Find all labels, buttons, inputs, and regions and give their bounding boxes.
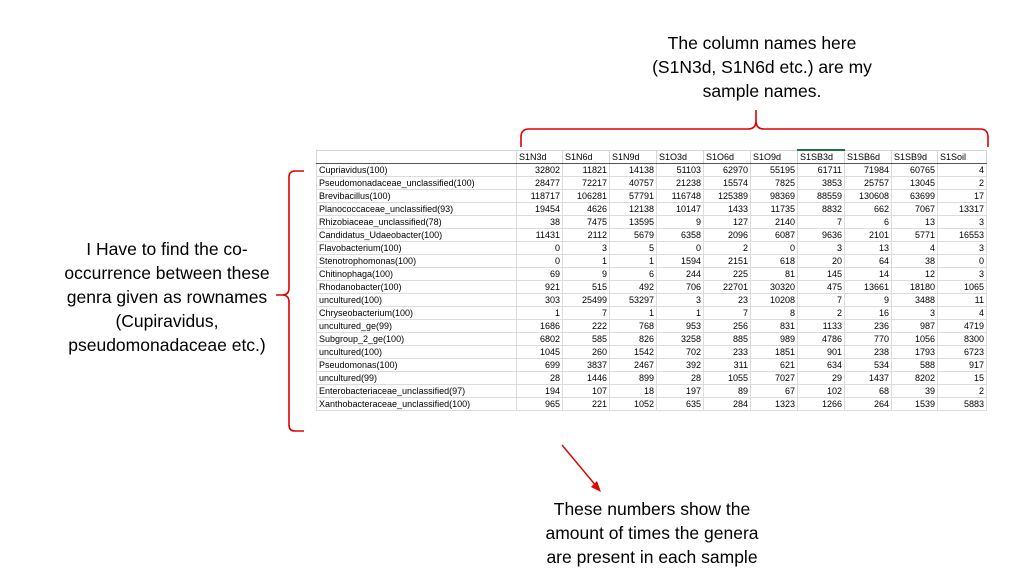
count-cell[interactable]: 264 [845, 398, 892, 411]
count-cell[interactable]: 68 [845, 385, 892, 398]
count-cell[interactable]: 23 [704, 294, 751, 307]
count-cell[interactable]: 1539 [892, 398, 938, 411]
count-cell[interactable]: 69 [517, 268, 563, 281]
count-cell[interactable]: 303 [517, 294, 563, 307]
row-name-cell[interactable]: Chitinophaga(100) [317, 268, 517, 281]
count-cell[interactable]: 1793 [892, 346, 938, 359]
row-name-cell[interactable]: Pseudomonadaceae_unclassified(100) [317, 177, 517, 190]
count-cell[interactable]: 145 [798, 268, 845, 281]
annotation-line: pseudomonadaceae etc.) [68, 335, 266, 355]
count-cell[interactable]: 4719 [938, 320, 987, 333]
count-cell[interactable]: 12138 [610, 203, 657, 216]
count-cell[interactable]: 706 [657, 281, 704, 294]
count-cell[interactable]: 1065 [938, 281, 987, 294]
column-header-s1n3d[interactable]: S1N3d [517, 150, 563, 164]
count-cell[interactable]: 2140 [751, 216, 798, 229]
row-name-cell[interactable]: Cupriavidus(100) [317, 164, 517, 177]
count-cell[interactable]: 20 [798, 255, 845, 268]
count-cell[interactable]: 534 [845, 359, 892, 372]
count-cell[interactable]: 62970 [704, 164, 751, 177]
count-cell[interactable]: 12 [892, 268, 938, 281]
count-cell[interactable]: 67 [751, 385, 798, 398]
column-header-s1soil[interactable]: S1Soil [938, 150, 987, 164]
row-name-cell[interactable]: Xanthobacteraceae_unclassified(100) [317, 398, 517, 411]
count-cell[interactable]: 102 [798, 385, 845, 398]
count-cell[interactable]: 7 [798, 294, 845, 307]
count-cell[interactable]: 1594 [657, 255, 704, 268]
count-cell[interactable]: 6802 [517, 333, 563, 346]
count-cell[interactable]: 19454 [517, 203, 563, 216]
row-name-cell[interactable]: Chryseobacterium(100) [317, 307, 517, 320]
count-cell[interactable]: 60765 [892, 164, 938, 177]
count-cell[interactable]: 13661 [845, 281, 892, 294]
count-cell[interactable]: 22701 [704, 281, 751, 294]
count-cell[interactable]: 989 [751, 333, 798, 346]
count-cell[interactable]: 4626 [563, 203, 610, 216]
row-name-cell[interactable]: uncultured_ge(99) [317, 320, 517, 333]
annotation-line: (S1N3d, S1N6d etc.) are my [652, 57, 872, 77]
count-cell[interactable]: 311 [704, 359, 751, 372]
count-cell[interactable]: 4 [938, 307, 987, 320]
count-cell[interactable]: 2 [798, 307, 845, 320]
count-cell[interactable]: 9636 [798, 229, 845, 242]
count-cell[interactable]: 1045 [517, 346, 563, 359]
count-cell[interactable]: 8 [751, 307, 798, 320]
annotation-line: genra given as rownames [66, 287, 268, 307]
count-cell[interactable]: 11735 [751, 203, 798, 216]
count-cell[interactable]: 13 [892, 216, 938, 229]
count-cell[interactable]: 965 [517, 398, 563, 411]
count-cell[interactable]: 106281 [563, 190, 610, 203]
count-cell[interactable]: 89 [704, 385, 751, 398]
count-cell[interactable]: 2112 [563, 229, 610, 242]
row-name-cell[interactable]: uncultured(100) [317, 294, 517, 307]
count-cell[interactable]: 1056 [892, 333, 938, 346]
column-header-s1sb9d[interactable]: S1SB9d [892, 150, 938, 164]
count-cell[interactable]: 1437 [845, 372, 892, 385]
count-cell[interactable]: 7027 [751, 372, 798, 385]
row-name-cell[interactable]: Subgroup_2_ge(100) [317, 333, 517, 346]
column-header-s1o3d[interactable]: S1O3d [657, 150, 704, 164]
left-brace [276, 171, 304, 431]
count-cell[interactable]: 3853 [798, 177, 845, 190]
count-cell[interactable]: 1266 [798, 398, 845, 411]
count-cell[interactable]: 13 [845, 242, 892, 255]
count-cell[interactable]: 3 [798, 242, 845, 255]
count-cell[interactable]: 585 [563, 333, 610, 346]
count-cell[interactable]: 2096 [704, 229, 751, 242]
count-cell[interactable]: 1686 [517, 320, 563, 333]
count-cell[interactable]: 233 [704, 346, 751, 359]
count-cell[interactable]: 53297 [610, 294, 657, 307]
count-cell[interactable]: 25757 [845, 177, 892, 190]
count-cell[interactable]: 30320 [751, 281, 798, 294]
count-cell[interactable]: 9 [845, 294, 892, 307]
count-cell[interactable]: 1 [610, 255, 657, 268]
count-cell[interactable]: 18180 [892, 281, 938, 294]
count-cell[interactable]: 6087 [751, 229, 798, 242]
row-name-cell[interactable]: Candidatus_Udaeobacter(100) [317, 229, 517, 242]
count-cell[interactable]: 1433 [704, 203, 751, 216]
count-cell[interactable]: 2 [704, 242, 751, 255]
count-cell[interactable]: 770 [845, 333, 892, 346]
column-header-s1n9d[interactable]: S1N9d [610, 150, 657, 164]
count-cell[interactable]: 15574 [704, 177, 751, 190]
count-cell[interactable]: 4 [938, 164, 987, 177]
count-cell[interactable]: 1133 [798, 320, 845, 333]
count-cell[interactable]: 0 [938, 255, 987, 268]
count-cell[interactable]: 284 [704, 398, 751, 411]
count-cell[interactable]: 2151 [704, 255, 751, 268]
count-cell[interactable]: 11431 [517, 229, 563, 242]
count-cell[interactable]: 6 [610, 268, 657, 281]
count-cell[interactable]: 3837 [563, 359, 610, 372]
count-cell[interactable]: 11 [938, 294, 987, 307]
count-cell[interactable]: 5883 [938, 398, 987, 411]
count-cell[interactable]: 236 [845, 320, 892, 333]
count-cell[interactable]: 9 [563, 268, 610, 281]
count-cell[interactable]: 0 [751, 242, 798, 255]
annotation-line: I Have to find the co- [86, 239, 248, 259]
annotation-line: These numbers show the [553, 499, 751, 519]
count-cell[interactable]: 2101 [845, 229, 892, 242]
annotation-line: (Cupiravidus, [115, 311, 219, 331]
count-cell[interactable]: 194 [517, 385, 563, 398]
count-cell[interactable]: 921 [517, 281, 563, 294]
count-cell[interactable]: 662 [845, 203, 892, 216]
count-cell[interactable]: 987 [892, 320, 938, 333]
count-cell[interactable]: 28 [657, 372, 704, 385]
count-cell[interactable]: 13595 [610, 216, 657, 229]
count-cell[interactable]: 39 [892, 385, 938, 398]
count-cell[interactable]: 901 [798, 346, 845, 359]
row-name-cell[interactable]: Brevibacillus(100) [317, 190, 517, 203]
count-cell[interactable]: 260 [563, 346, 610, 359]
count-cell[interactable]: 61711 [798, 164, 845, 177]
count-cell[interactable]: 18 [610, 385, 657, 398]
count-cell[interactable]: 768 [610, 320, 657, 333]
count-cell[interactable]: 38 [892, 255, 938, 268]
count-cell[interactable]: 72217 [563, 177, 610, 190]
count-cell[interactable]: 1 [563, 255, 610, 268]
count-cell[interactable]: 5771 [892, 229, 938, 242]
annotation-line: are present in each sample [546, 547, 758, 567]
count-cell[interactable]: 1055 [704, 372, 751, 385]
count-cell[interactable]: 621 [751, 359, 798, 372]
count-cell[interactable]: 702 [657, 346, 704, 359]
count-cell[interactable]: 899 [610, 372, 657, 385]
count-cell[interactable]: 475 [798, 281, 845, 294]
column-header-s1sb3d[interactable]: S1SB3d [798, 150, 845, 164]
count-cell[interactable]: 1323 [751, 398, 798, 411]
count-cell[interactable]: 699 [517, 359, 563, 372]
count-cell[interactable]: 0 [517, 255, 563, 268]
count-cell[interactable]: 3 [892, 307, 938, 320]
count-cell[interactable]: 6 [845, 216, 892, 229]
count-cell[interactable]: 130608 [845, 190, 892, 203]
count-cell[interactable]: 107 [563, 385, 610, 398]
annotation-line: occurrence between these [64, 263, 270, 283]
count-cell[interactable]: 7825 [751, 177, 798, 190]
count-cell[interactable]: 7067 [892, 203, 938, 216]
count-cell[interactable]: 1446 [563, 372, 610, 385]
count-cell[interactable]: 127 [704, 216, 751, 229]
count-cell[interactable]: 7 [704, 307, 751, 320]
count-cell[interactable]: 3 [938, 216, 987, 229]
count-cell[interactable]: 57791 [610, 190, 657, 203]
annotation-line: sample names. [702, 81, 822, 101]
count-cell[interactable]: 40757 [610, 177, 657, 190]
row-name-cell[interactable]: Pseudomonas(100) [317, 359, 517, 372]
count-cell[interactable]: 6358 [657, 229, 704, 242]
count-cell[interactable]: 4786 [798, 333, 845, 346]
count-cell[interactable]: 32802 [517, 164, 563, 177]
count-cell[interactable]: 1 [517, 307, 563, 320]
count-cell[interactable]: 515 [563, 281, 610, 294]
count-cell[interactable]: 2 [938, 177, 987, 190]
count-cell[interactable]: 10147 [657, 203, 704, 216]
count-cell[interactable]: 1 [610, 307, 657, 320]
row-name-cell[interactable]: uncultured(99) [317, 372, 517, 385]
count-cell[interactable]: 1052 [610, 398, 657, 411]
row-name-cell[interactable]: Rhodanobacter(100) [317, 281, 517, 294]
count-cell[interactable]: 7 [798, 216, 845, 229]
count-cell[interactable]: 8202 [892, 372, 938, 385]
row-name-cell[interactable]: Planococcaceae_unclassified(93) [317, 203, 517, 216]
count-cell[interactable]: 8300 [938, 333, 987, 346]
count-cell[interactable]: 1542 [610, 346, 657, 359]
count-cell[interactable]: 3 [938, 268, 987, 281]
row-name-cell[interactable]: Stenotrophomonas(100) [317, 255, 517, 268]
column-header-s1o6d[interactable]: S1O6d [704, 150, 751, 164]
count-cell[interactable]: 16553 [938, 229, 987, 242]
count-cell[interactable]: 14138 [610, 164, 657, 177]
count-cell[interactable]: 15 [938, 372, 987, 385]
column-header-s1sb6d[interactable]: S1SB6d [845, 150, 892, 164]
row-name-cell[interactable]: Enterobacteriaceae_unclassified(97) [317, 385, 517, 398]
count-cell[interactable]: 3 [938, 242, 987, 255]
count-cell[interactable]: 88559 [798, 190, 845, 203]
count-cell[interactable]: 826 [610, 333, 657, 346]
count-cell[interactable]: 55195 [751, 164, 798, 177]
count-cell[interactable]: 118717 [517, 190, 563, 203]
count-cell[interactable]: 1 [657, 307, 704, 320]
count-cell[interactable]: 17 [938, 190, 987, 203]
count-cell[interactable]: 244 [657, 268, 704, 281]
count-cell[interactable]: 125389 [704, 190, 751, 203]
count-cell[interactable]: 3 [563, 242, 610, 255]
count-cell[interactable]: 13045 [892, 177, 938, 190]
count-cell[interactable]: 8832 [798, 203, 845, 216]
count-cell[interactable]: 3488 [892, 294, 938, 307]
column-header-s1n6d[interactable]: S1N6d [563, 150, 610, 164]
count-cell[interactable]: 197 [657, 385, 704, 398]
count-cell[interactable]: 635 [657, 398, 704, 411]
count-cell[interactable]: 634 [798, 359, 845, 372]
count-cell[interactable]: 7475 [563, 216, 610, 229]
count-cell[interactable]: 3 [657, 294, 704, 307]
count-cell[interactable]: 917 [938, 359, 987, 372]
annotation-line: The column names here [667, 33, 857, 53]
count-cell[interactable]: 116748 [657, 190, 704, 203]
count-cell[interactable]: 618 [751, 255, 798, 268]
count-cell[interactable]: 81 [751, 268, 798, 281]
count-cell[interactable]: 5679 [610, 229, 657, 242]
column-header-s1o9d[interactable]: S1O9d [751, 150, 798, 164]
count-cell[interactable]: 5 [610, 242, 657, 255]
count-cell[interactable]: 885 [704, 333, 751, 346]
count-cell[interactable]: 9 [657, 216, 704, 229]
top-brace [521, 110, 988, 147]
count-cell[interactable]: 4 [892, 242, 938, 255]
count-cell[interactable]: 64 [845, 255, 892, 268]
count-cell[interactable]: 0 [517, 242, 563, 255]
count-cell[interactable]: 13317 [938, 203, 987, 216]
count-cell[interactable]: 25499 [563, 294, 610, 307]
count-cell[interactable]: 10208 [751, 294, 798, 307]
row-name-cell[interactable]: Flavobacterium(100) [317, 242, 517, 255]
count-cell[interactable]: 28 [517, 372, 563, 385]
count-cell[interactable]: 16 [845, 307, 892, 320]
count-cell[interactable]: 51103 [657, 164, 704, 177]
count-cell[interactable]: 2 [938, 385, 987, 398]
count-cell[interactable]: 831 [751, 320, 798, 333]
count-cell[interactable]: 98369 [751, 190, 798, 203]
count-cell[interactable]: 221 [563, 398, 610, 411]
count-cell[interactable]: 38 [517, 216, 563, 229]
row-name-cell[interactable]: uncultured(100) [317, 346, 517, 359]
pointer-arrow-line [562, 445, 597, 487]
count-cell[interactable]: 953 [657, 320, 704, 333]
count-cell[interactable]: 222 [563, 320, 610, 333]
row-name-cell[interactable]: Rhizobiaceae_unclassified(78) [317, 216, 517, 229]
count-cell[interactable]: 14 [845, 268, 892, 281]
count-cell[interactable]: 63699 [892, 190, 938, 203]
annotation-line: amount of times the genera [545, 523, 759, 543]
count-cell[interactable]: 28477 [517, 177, 563, 190]
count-cell[interactable]: 11821 [563, 164, 610, 177]
count-cell[interactable]: 238 [845, 346, 892, 359]
count-cell[interactable]: 392 [657, 359, 704, 372]
count-cell[interactable]: 7 [563, 307, 610, 320]
count-cell[interactable]: 21238 [657, 177, 704, 190]
count-cell[interactable]: 225 [704, 268, 751, 281]
count-cell[interactable]: 492 [610, 281, 657, 294]
count-cell[interactable]: 71984 [845, 164, 892, 177]
count-cell[interactable]: 29 [798, 372, 845, 385]
count-cell[interactable]: 588 [892, 359, 938, 372]
count-cell[interactable]: 6723 [938, 346, 987, 359]
count-cell[interactable]: 3258 [657, 333, 704, 346]
count-cell[interactable]: 256 [704, 320, 751, 333]
count-cell[interactable]: 1851 [751, 346, 798, 359]
count-cell[interactable]: 2467 [610, 359, 657, 372]
count-cell[interactable]: 0 [657, 242, 704, 255]
